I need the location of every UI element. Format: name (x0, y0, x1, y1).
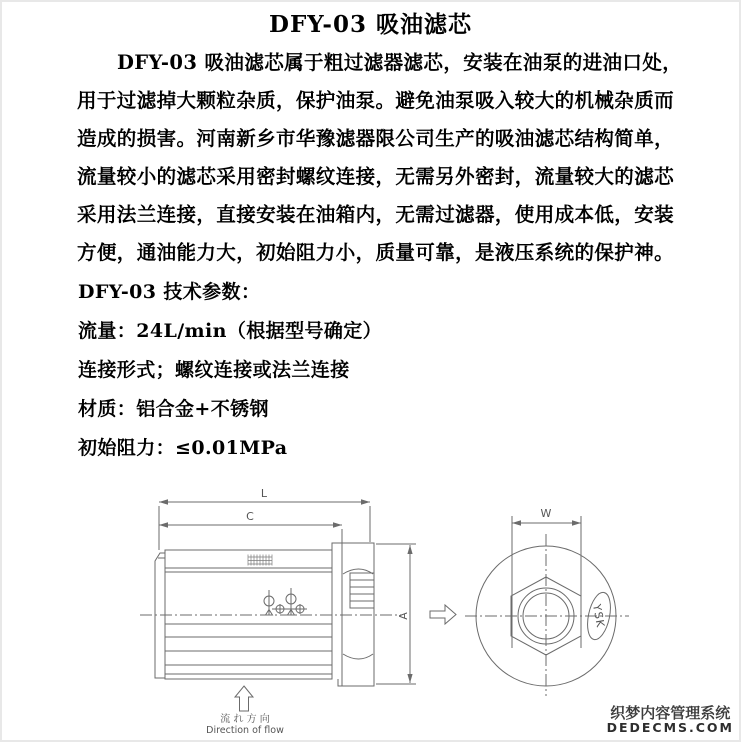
spec-material: 材质：铝合金+不锈钢 (78, 398, 269, 420)
page-title: DFY-03 吸油滤芯 (269, 11, 472, 38)
paragraph-line: 造成的损害。河南新乡市华豫滤器限公司生产的吸油滤芯结构简单， (77, 127, 675, 150)
flow-caption-cjk: 流 れ 方 向 (220, 714, 270, 725)
outlet-arrow-icon (430, 605, 456, 624)
paragraph-line: DFY-03 吸油滤芯属于粗过滤器滤芯，安装在油泵的进油口处， (117, 51, 683, 74)
specs-heading: DFY-03 技术参数： (78, 281, 261, 303)
paragraph-line: 用于过滤掉大颗粒杂质，保护油泵。避免油泵吸入较大的机械杂质而 (77, 89, 675, 112)
spec-connection: 连接形式；螺纹连接或法兰连接 (78, 359, 350, 381)
cms-watermark-en: DEDECMS.COM (606, 720, 734, 736)
brand-mark-label: YSK (590, 603, 607, 629)
spec-initial-resistance: 初始阻力：≤0.01MPa (78, 437, 288, 459)
paragraph-line: 采用法兰连接，直接安装在油箱内，无需过滤器，使用成本低，安装 (77, 203, 675, 226)
end-view-drawing (465, 516, 629, 696)
dim-label-C: C (246, 510, 254, 523)
flow-caption-en: Direction of flow (206, 725, 284, 736)
flow-arrow-icon (235, 686, 253, 711)
port-symbols (264, 588, 307, 615)
cms-watermark (607, 705, 734, 735)
filter-pleats (165, 624, 332, 674)
dimension-A (376, 544, 416, 684)
side-view-drawing (140, 499, 456, 711)
technical-parameters (78, 273, 710, 468)
intro-paragraph (77, 44, 709, 272)
paragraph-line: 流量较小的滤芯采用密封螺纹连接，无需另外密封，流量较大的滤芯 (77, 165, 675, 188)
dim-label-L: L (260, 487, 268, 500)
dim-label-W: W (540, 507, 552, 520)
dimension-C (159, 522, 342, 548)
dim-label-A: A (397, 612, 410, 620)
spec-flow-rate: 流量：24L/min（根据型号确定） (78, 320, 383, 342)
cms-watermark-cn: 织梦内容管理系统 (610, 703, 731, 722)
hatch-symbol (248, 555, 272, 566)
paragraph-line: 方便，通油能力大，初始阻力小，质量可靠，是液压系统的保护神。 (77, 241, 675, 264)
